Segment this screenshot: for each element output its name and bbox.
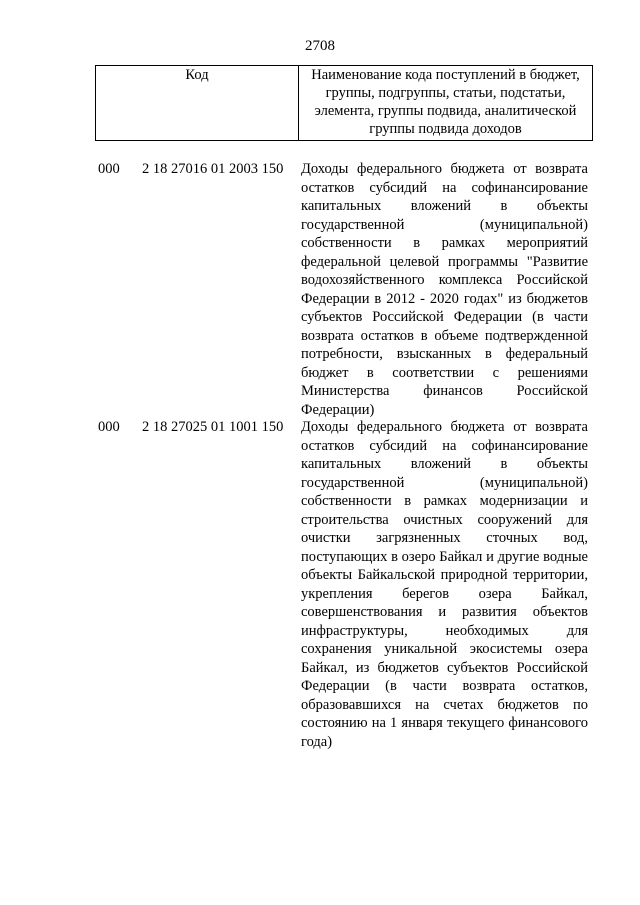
header-code-cell: Код	[96, 66, 299, 141]
header-name-cell: Наименование кода поступлений в бюджет, группы, подгруппы, статьи, подстатьи, элемента, группы подвида, аналитической группы подвида доходов	[299, 66, 593, 141]
revenue-code: 2 18 27025 01 1001 150	[142, 419, 284, 435]
header-table	[95, 65, 593, 141]
header-row	[96, 66, 593, 141]
revenue-description: Доходы федерального бюджета от возврата остатков субсидий на софинансирование капитальных вложений в объекты государственной (муниципальной) собственности в рамках модернизации и строительства очистных сооружений для очистки загрязненных сточных вод, поступающих в озеро Байкал и другие водные объекты Байкальской природной территории, укрепления берегов озера Байкал, совершенствования и развития объектов инфраструктуры, необходимых для сохранения уникальной экосистемы озера Байкал, из бюджетов субъектов Российской Федерации (в части возврата остатков, образовавшихся на счетах бюджетов по состоянию на 1 января текущего финансового года)	[301, 419, 588, 750]
admin-code: 000	[98, 161, 120, 177]
admin-code: 000	[98, 419, 120, 435]
page-number: 2708	[305, 38, 335, 54]
revenue-description: Доходы федерального бюджета от возврата остатков субсидий на софинансирование капитальных вложений в объекты государственной (муниципальной) собственности в рамках мероприятий федеральной целевой программы "Развитие водохозяйственного комплекса Российской Федерации в 2012 - 2020 годах" из бюджетов субъектов Российской Федерации (в части возврата остатков в объеме подтвержденной потребности, взысканных в федеральный бюджет в соответствии с решениями Министерства финансов Российской Федерации)	[301, 161, 588, 418]
revenue-code: 2 18 27016 01 2003 150	[142, 161, 284, 177]
